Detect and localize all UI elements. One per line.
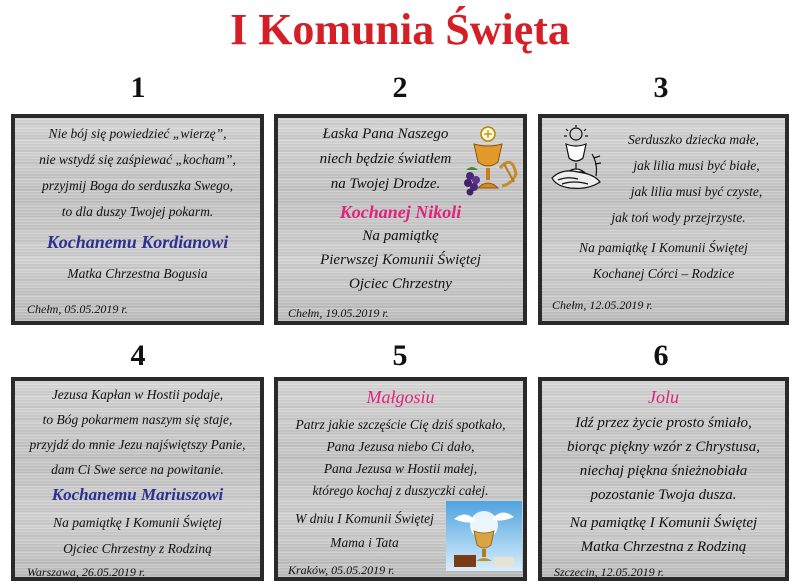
verse-line: Jezusa Kapłan w Hostii podaje, [51, 387, 224, 402]
recipient-name: Kochanemu Mariuszowi [51, 485, 224, 504]
verse-line: biorąc piękny wzór z Chrystusa, [567, 439, 760, 455]
recipient-name: Jolu [648, 387, 679, 407]
signature-line: Na pamiątkę I Komunii Świętej [53, 515, 222, 530]
plaque-number-2: 2 [392, 71, 408, 104]
plaque-2 [274, 114, 527, 325]
verse-line: jak lilia musi być białe, [633, 158, 760, 173]
recipient-name: Kochanej Nikoli [339, 202, 462, 222]
plaque-number-1: 1 [130, 71, 146, 104]
place-date: Kraków, 05.05.2019 r. [288, 563, 395, 577]
place-date: Chełm, 12.05.2019 r. [552, 298, 653, 312]
signature-line: Matka Chrzestna z Rodziną [580, 539, 747, 555]
chalice-bread-icon [548, 124, 604, 194]
verse-line: przyjdź do mnie Jezu najświętszy Panie, [29, 437, 246, 452]
plaque-6 [538, 377, 789, 581]
signature-line: Na pamiątkę I Komunii Świętej [569, 515, 758, 531]
signature: Matka Chrzestna Bogusia [67, 266, 208, 281]
signature-line: Ojciec Chrzestny z Rodziną [63, 541, 212, 556]
chalice-dove-picture-icon [446, 501, 522, 571]
signature-line: Ojciec Chrzestny [349, 276, 452, 292]
plaque-number-4: 4 [130, 339, 146, 372]
verse-line: Idź przez życie prosto śmiało, [575, 415, 752, 431]
verse-line: Serduszko dziecka małe, [627, 132, 760, 147]
verse-line: Nie bój się powiedzieć „wierzę”, [48, 126, 227, 141]
recipient-name: Małgosiu [366, 387, 435, 407]
verse-line: Pana Jezusa w Hostii małej, [323, 461, 478, 476]
signature-line: Na pamiątkę [362, 228, 439, 244]
verse-line: dam Ci Swe serce na powitanie. [51, 462, 224, 477]
plaque-number-6: 6 [653, 339, 669, 372]
chalice-grapes-icon [462, 124, 520, 202]
recipient-name: Kochanemu Kordianowi [46, 232, 229, 252]
plaque-1 [11, 114, 264, 325]
signature-line: Mama i Tata [330, 535, 399, 550]
verse-line: niech będzie światłem [319, 151, 452, 167]
plaque-number-5: 5 [392, 339, 408, 372]
verse-line: pozostanie Twoja dusza. [590, 487, 737, 503]
place-date: Chełm, 05.05.2019 r. [27, 302, 128, 316]
plaque-3 [538, 114, 789, 325]
page-title: I Komunia Święta [230, 5, 570, 54]
verse-line: przyjmij Boga do serduszka Swego, [41, 178, 234, 193]
verse-line: jak lilia musi być czyste, [630, 184, 763, 199]
verse-line: Pana Jezusa niebo Ci dało, [326, 439, 475, 454]
verse-line: którego kochaj z duszyczki całej. [312, 483, 489, 498]
signature-line: W dniu I Komunii Świętej [295, 511, 434, 526]
verse-line: Patrz jakie szczęście Cię dziś spotkało, [295, 417, 506, 432]
signature-line: Kochanej Córci – Rodzice [592, 266, 735, 281]
place-date: Chełm, 19.05.2019 r. [288, 306, 389, 320]
verse-line: Łaska Pana Naszego [322, 126, 449, 142]
verse-line: jak toń wody przejrzyste. [611, 210, 746, 225]
verse-line: nie wstydź się zaśpiewać „kocham”, [39, 152, 236, 167]
place-date: Warszawa, 26.05.2019 r. [27, 565, 146, 579]
signature-line: Pierwszej Komunii Świętej [320, 252, 481, 268]
place-date: Szczecin, 12.05.2019 r. [554, 565, 664, 579]
verse-line: to Bóg pokarmem naszym się staje, [42, 412, 233, 427]
plaque-5 [274, 377, 527, 581]
signature-line: Na pamiątkę I Komunii Świętej [579, 240, 748, 255]
verse-line: to dla duszy Twojej pokarm. [61, 204, 214, 219]
verse-line: niechaj piękna śnieżnobiała [579, 463, 748, 479]
verse-line: na Twojej Drodze. [330, 176, 441, 192]
plaque-number-3: 3 [653, 71, 669, 104]
